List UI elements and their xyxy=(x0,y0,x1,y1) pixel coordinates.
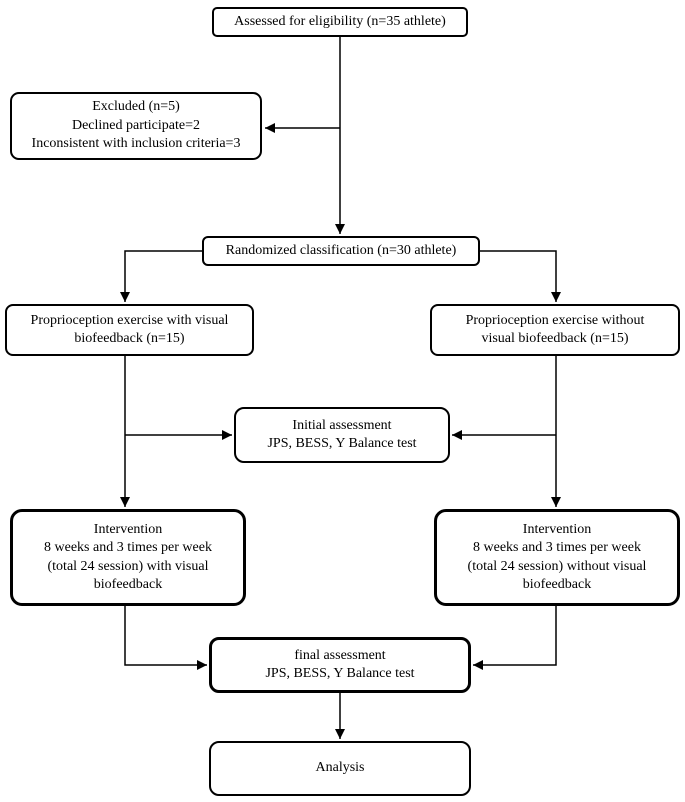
node-excluded xyxy=(10,92,262,160)
text-line: Excluded (n=5) xyxy=(92,99,180,115)
text-line: Initial assessment xyxy=(292,417,392,433)
node-final-assessment xyxy=(209,637,471,693)
node-proprioception-with-biofeedback xyxy=(5,304,254,356)
text-line: final assessment xyxy=(294,647,386,663)
arrow-intervention-without-to-final xyxy=(473,606,556,665)
text-line: Analysis xyxy=(315,760,365,776)
text-line: JPS, BESS, Y Balance test xyxy=(267,436,417,451)
node-assessed-for-eligibility xyxy=(212,7,468,37)
text-line: Declined participate=2 xyxy=(71,117,200,133)
node-intervention-with-biofeedback xyxy=(10,509,246,606)
text-line: Intervention xyxy=(522,521,592,537)
node-intervention-without-biofeedback xyxy=(434,509,680,606)
text-line: biofeedback xyxy=(93,576,163,592)
text-line: 8 weeks and 3 times per week xyxy=(44,540,212,556)
arrow-randomized-to-prop-without xyxy=(480,251,556,302)
text-line: Proprioception exercise with visual xyxy=(30,312,229,328)
text-line: (total 24 session) with visual xyxy=(47,558,209,574)
node-randomized-classification xyxy=(202,236,480,266)
text-line: Proprioception exercise without xyxy=(465,312,645,328)
arrow-intervention-with-to-final xyxy=(125,606,207,665)
text-line: biofeedback (n=15) xyxy=(74,331,185,346)
text-line: JPS, BESS, Y Balance test xyxy=(265,666,415,681)
text-line: Randomized classification (n=30 athlete) xyxy=(225,242,457,258)
text-line: (total 24 session) without visual xyxy=(467,558,647,574)
arrow-randomized-to-prop-with xyxy=(125,251,202,302)
text-line: Assessed for eligibility (n=35 athlete) xyxy=(234,13,446,29)
node-analysis xyxy=(209,741,471,796)
text-line: Inconsistent with inclusion criteria=3 xyxy=(31,136,241,152)
text-line: visual biofeedback (n=15) xyxy=(481,331,629,346)
text-line: biofeedback xyxy=(522,576,592,592)
node-initial-assessment xyxy=(234,407,450,463)
text-line: Intervention xyxy=(93,521,163,537)
node-proprioception-without-biofeedback xyxy=(430,304,680,356)
text-line: 8 weeks and 3 times per week xyxy=(473,540,641,556)
